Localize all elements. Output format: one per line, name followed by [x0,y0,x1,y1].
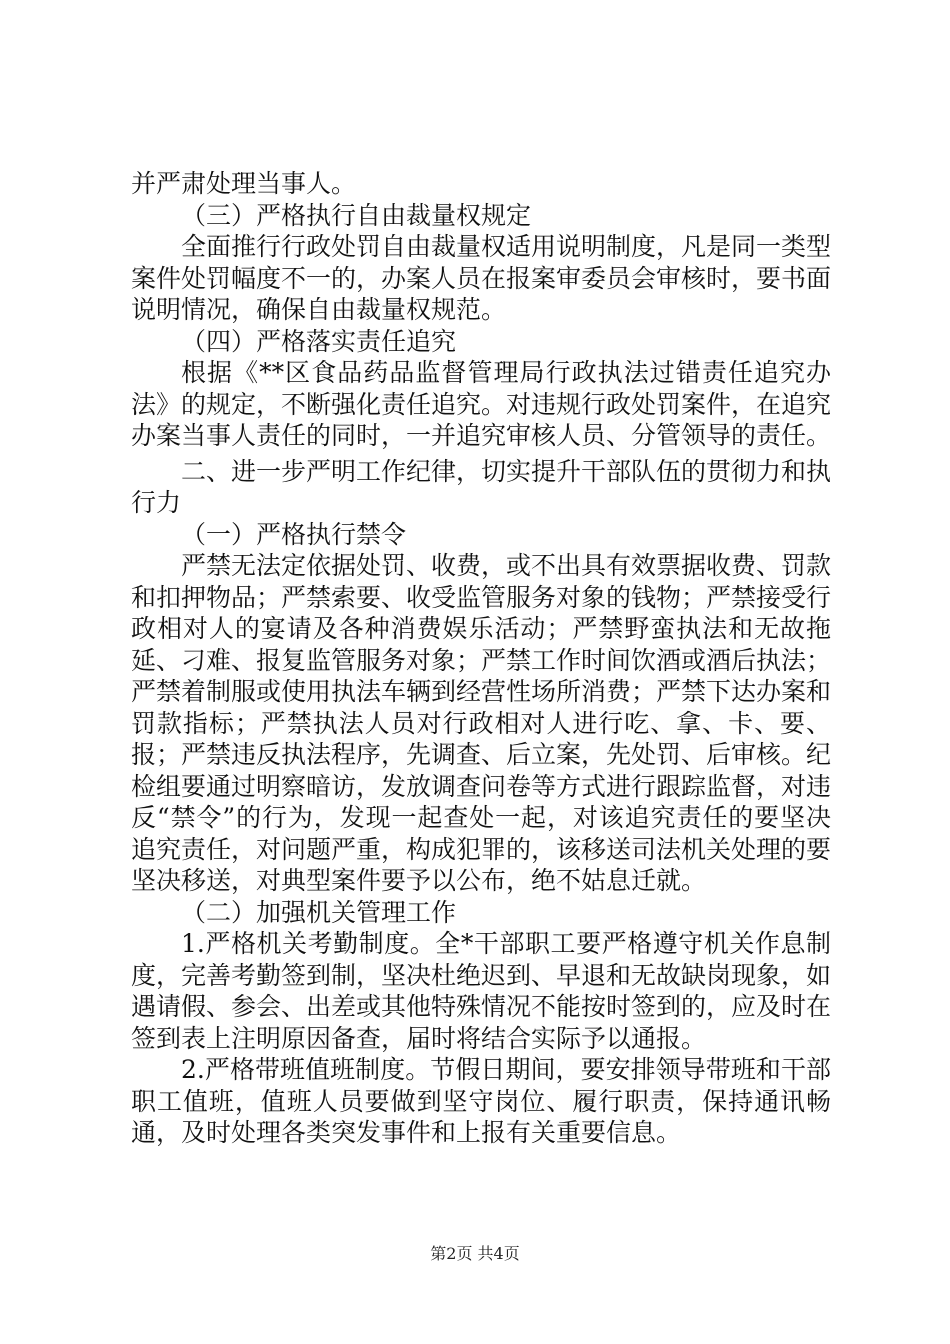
section-heading-1: （一）严格执行禁令 [181,519,407,549]
paragraph: 全面推行行政处罚自由裁量权适用说明制度，凡是同一类型案件处罚幅度不一的，办案人员在报案审委员会审核时，要书面说明情况，确保自由裁量权规范。 [131,232,832,324]
page-footer: 第2页 共4页 [430,1244,520,1263]
paragraph: 2.严格带班值班制度。节假日期间，要安排领导带班和干部职工值班，值班人员要做到坚守岗位、履行职责，保持通讯畅通，及时处理各类突发事件和上报有关重要信息。 [131,1055,831,1147]
section-heading-2b: （二）加强机关管理工作 [181,897,457,927]
section-heading-2: 二、进一步严明工作纪律，切实提升干部队伍的贯彻力和执行力 [131,456,832,517]
paragraph: 1.严格机关考勤制度。全*干部职工要严格遵守机关作息制度，完善考勤签到制，坚决杜绝迟到、早退和无故缺岗现象，如遇请假、参会、出差或其他特殊情况不能按时签到的，应及时在签到表上注明原因备查，届时将结合实际予以通报。 [131,929,832,1053]
paragraph: 根据《**区食品药品监督管理局行政执法过错责任追究办法》的规定，不断强化责任追究。对违规行政处罚案件，在追究办案当事人责任的同时，一并追究审核人员、分管领导的责任。 [131,358,832,450]
document-body [131,168,831,1149]
paragraph: 严禁无法定依据处罚、收费，或不出具有效票据收费、罚款和扣押物品；严禁索要、收受监管服务对象的钱物；严禁接受行政相对人的宴请及各种消费娱乐活动；严禁野蛮执法和无故拖延、刁难、报复监管服务对象；严禁工作时间饮酒或酒后执法；严禁着制服或使用执法车辆到经营性场所消费；严禁下达办案和罚款指标；严禁执法人员对行政相对人进行吃、拿、卡、要、报；严禁违反执法程序，先调查、后立案，先处罚、后审核。纪检组要通过明察暗访，发放调查问卷等方式进行跟踪监督，对违反“禁令”的行为，发现一起查处一起，对该追究责任的要坚决追究责任，对问题严重，构成犯罪的，该移送司法机关处理的要坚决移送，对典型案件要予以公布，绝不姑息迁就。 [131,551,832,895]
section-heading-3: （三）严格执行自由裁量权规定 [181,200,532,230]
paragraph-continuation: 并严肃处理当事人。 [131,169,357,198]
section-heading-4: （四）严格落实责任追究 [181,326,457,356]
